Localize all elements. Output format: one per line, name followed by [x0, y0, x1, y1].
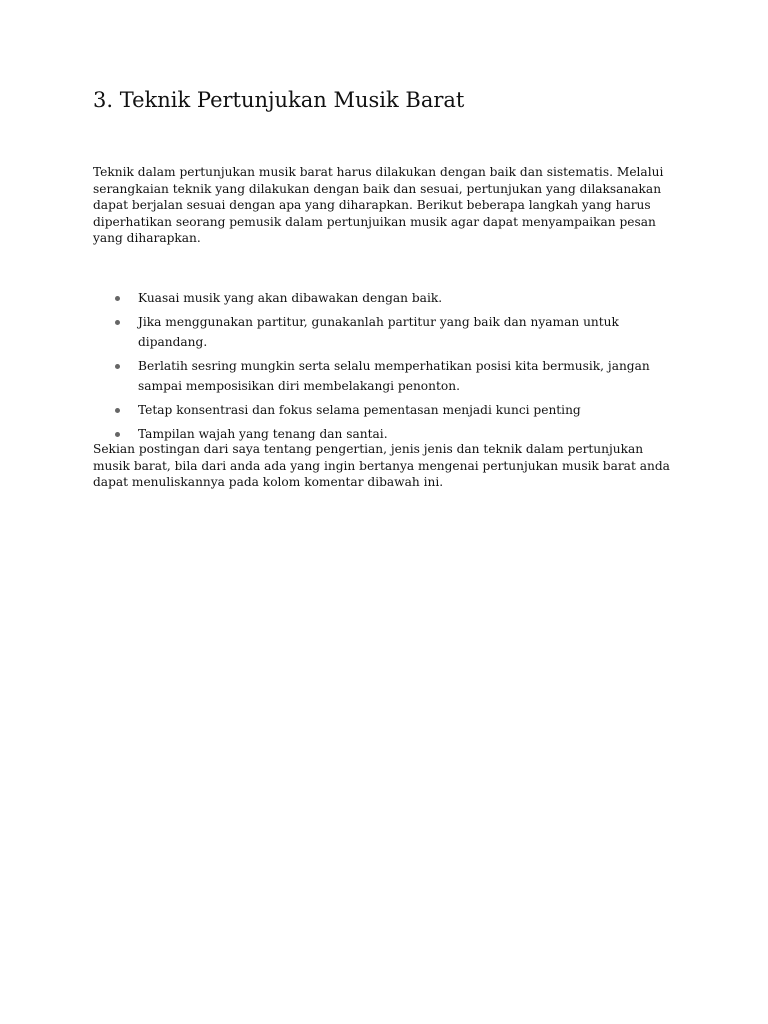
- intro-line: Teknik dalam pertunjukan musik barat harus dilakukan dengan baik dan sistematis. Melalui: [93, 165, 664, 179]
- list-item-text: Tetap konsentrasi dan fokus selama pementasan menjadi kunci penting: [138, 403, 581, 417]
- list-item-text: Tampilan wajah yang tenang dan santai.: [138, 427, 388, 441]
- list-item: [115, 400, 675, 420]
- bullet-icon: [115, 296, 120, 301]
- intro-line: yang diharapkan.: [93, 231, 201, 246]
- section-title: 3. Teknik Pertunjukan Musik Barat: [93, 88, 465, 112]
- bullet-icon: [115, 408, 120, 413]
- intro-paragraph: [93, 164, 693, 247]
- list-item-text: Jika menggunakan partitur, gunakanlah partitur yang baik dan nyaman untuk: [138, 315, 619, 329]
- intro-line: serangkaian teknik yang dilakukan dengan baik dan sesuai, pertunjukan yang dilaksanakan: [93, 181, 662, 196]
- bullet-icon: [115, 432, 120, 437]
- list-item: [115, 356, 675, 396]
- list-item: [115, 312, 675, 352]
- list-item-text: Kuasai musik yang akan dibawakan dengan baik.: [138, 291, 443, 305]
- intro-line: dapat berjalan sesuai dengan apa yang diharapkan. Berikut beberapa langkah yang harus: [93, 198, 651, 213]
- closing-line: musik barat, bila dari anda ada yang ingin bertanya mengenai pertunjukan musik barat anda: [93, 458, 670, 473]
- bullet-icon: [115, 320, 120, 325]
- closing-line: dapat menuliskannya pada kolom komentar dibawah ini.: [93, 475, 444, 490]
- closing-line: Sekian postingan dari saya tentang pengertian, jenis jenis dan teknik dalam pertunjukan: [93, 442, 644, 456]
- list-item-text: dipandang.: [138, 335, 208, 349]
- list-item-text: sampai memposisikan diri membelakangi penonton.: [138, 379, 460, 393]
- list-item-text: Berlatih sesring mungkin serta selalu memperhatikan posisi kita bermusik, jangan: [138, 359, 650, 373]
- bullet-icon: [115, 364, 120, 369]
- technique-list: [115, 288, 675, 448]
- intro-line: diperhatikan seorang pemusik dalam pertunjuikan musik agar dapat menyampaikan pesan: [93, 214, 656, 229]
- closing-paragraph: [93, 441, 693, 491]
- list-item: [115, 288, 675, 308]
